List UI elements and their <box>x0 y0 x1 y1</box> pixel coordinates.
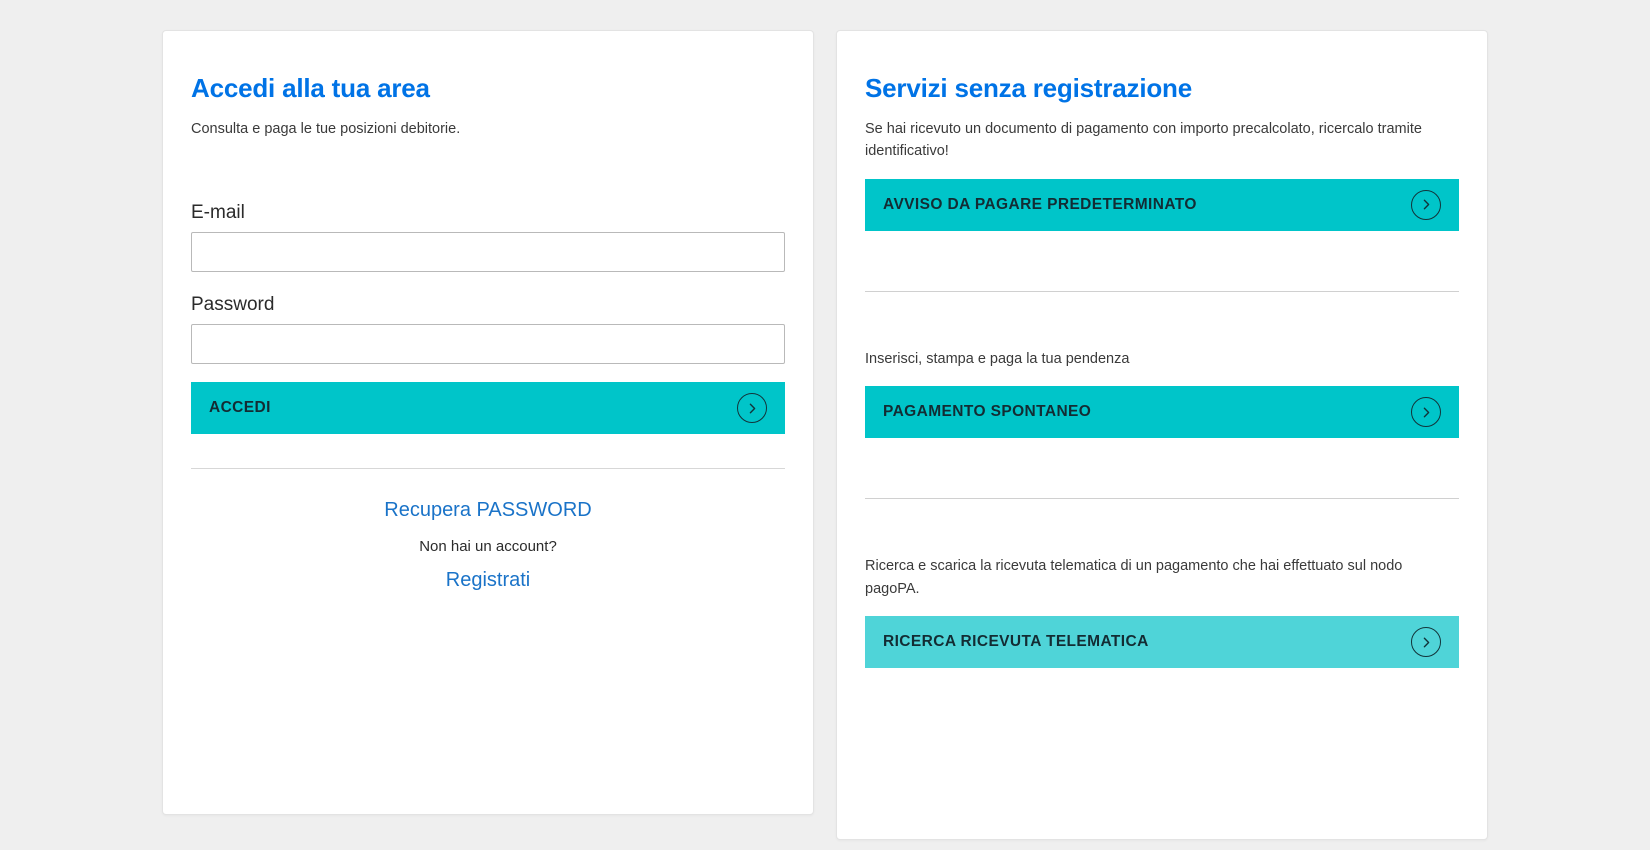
services-card <box>836 30 1488 840</box>
pagamento-spontaneo-label: PAGAMENTO SPONTANEO <box>883 403 1092 421</box>
ricerca-ricevuta-label: RICERCA RICEVUTA TELEMATICA <box>883 633 1149 651</box>
login-links <box>191 499 785 592</box>
password-field-group <box>191 294 785 364</box>
password-input[interactable] <box>191 324 785 364</box>
pagamento-spontaneo-button[interactable] <box>865 386 1459 438</box>
password-label: Password <box>191 294 275 316</box>
avviso-predeterminato-button[interactable] <box>865 179 1459 231</box>
login-card <box>162 30 814 815</box>
login-subtitle: Consulta e paga le tue posizioni debitorie. <box>191 121 461 137</box>
services-divider-1 <box>865 291 1459 292</box>
register-link[interactable]: Registrati <box>445 569 531 592</box>
service-text-spontaneous: Inserisci, stampa e paga la tua pendenza <box>865 350 1130 367</box>
email-input[interactable] <box>191 232 785 272</box>
service-text-predetermined: Se hai ricevuto un documento di pagamento con importo precalcolato, ricercalo tramite identificativo! <box>865 121 1422 160</box>
email-field-group <box>191 202 785 272</box>
email-label: E-mail <box>191 202 245 224</box>
services-title: Servizi senza registrazione <box>865 73 1192 103</box>
arrow-right-icon <box>1411 397 1441 427</box>
avviso-predeterminato-label: AVVISO DA PAGARE PREDETERMINATO <box>883 195 1197 213</box>
ricerca-ricevuta-button[interactable] <box>865 616 1459 668</box>
login-divider <box>191 468 785 469</box>
login-title: Accedi alla tua area <box>191 73 430 103</box>
recover-password-link[interactable]: Recupera PASSWORD <box>384 499 592 522</box>
login-button[interactable] <box>191 382 785 434</box>
service-section-spontaneous <box>865 348 1459 438</box>
login-form <box>191 202 785 434</box>
service-section-receipt <box>865 555 1459 668</box>
no-account-text: Non hai un account? <box>419 538 557 556</box>
login-button-label: ACCEDI <box>209 399 271 417</box>
arrow-right-icon <box>737 393 767 423</box>
service-text-receipt: Ricerca e scarica la ricevuta telematica di un pagamento che hai effettuato sul nodo pagoPA. <box>865 558 1403 597</box>
arrow-right-icon <box>1411 190 1441 220</box>
arrow-right-icon <box>1411 627 1441 657</box>
service-section-predetermined <box>865 118 1459 231</box>
services-divider-2 <box>865 498 1459 499</box>
